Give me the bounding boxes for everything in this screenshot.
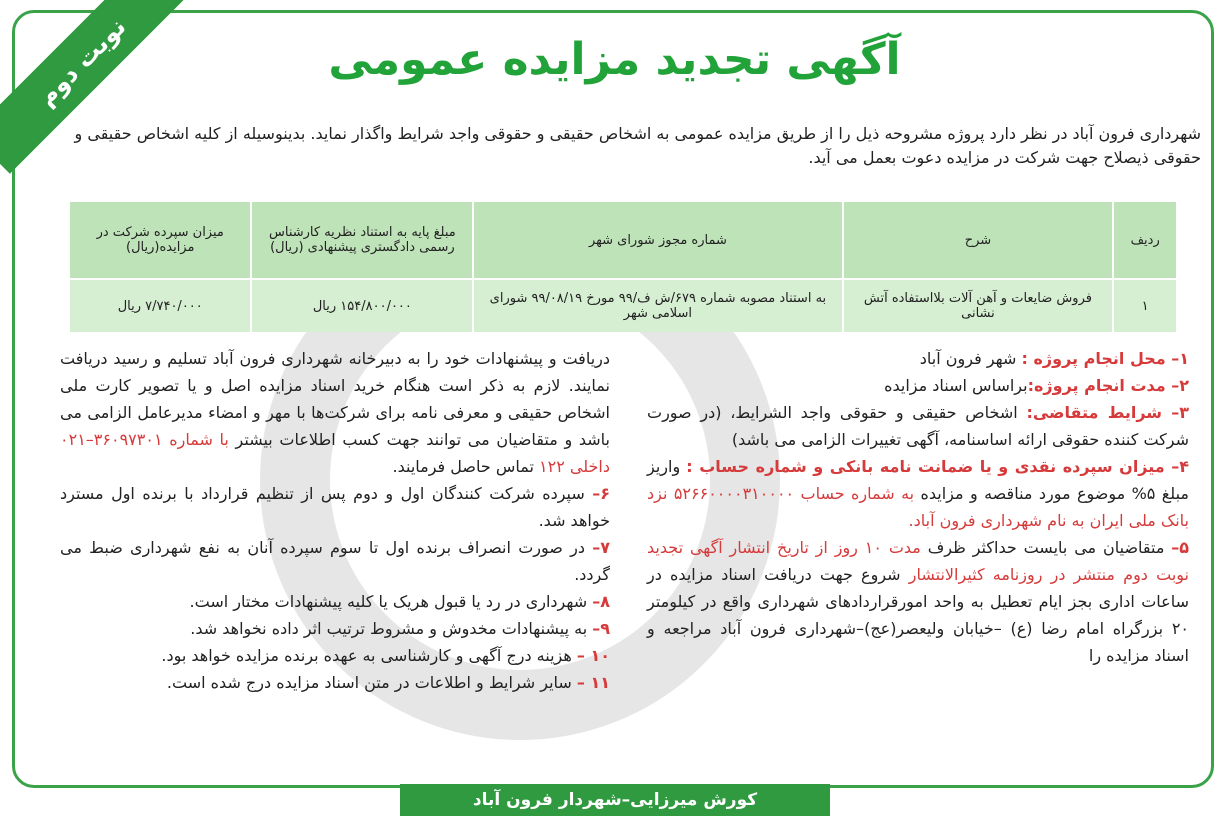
item-text: شروع جهت دریافت اسناد مزایده در ساعات اداری بجز ایام تعطیل به واحد امورقراردادهای شهرداری واقع در کیلومتر ۲۰ بزرگراه امام رضا (ع) –خیابان ولیعصر(عج)–شهرداری فرون آباد مراجعه و اسناد مزایده را xyxy=(647,565,1189,665)
conditions-left-column xyxy=(60,345,610,696)
cell-council-permit: به استناد مصوبه شماره ۶۷۹/ش ف/۹۹ مورخ ۹۹/۰۸/۱۹ شورای اسلامی شهر xyxy=(473,279,842,332)
header-base-price: مبلغ پایه به استناد نظریه کارشناس رسمی دادگستری پیشنهادی (ریال) xyxy=(251,202,473,279)
list-item xyxy=(60,642,610,669)
item-text: هزینه درج آگهی و کارشناسی به عهده برنده مزایده خواهد بود. xyxy=(161,646,577,665)
list-item xyxy=(647,372,1189,399)
list-item xyxy=(647,399,1189,453)
item-text: براساس اسناد مزایده xyxy=(884,376,1028,395)
header-row-number: ردیف xyxy=(1113,202,1176,279)
item-text: شهر فرون آباد xyxy=(919,349,1022,368)
table-header-row xyxy=(69,202,1176,279)
cell-base-price: ۱۵۴/۸۰۰/۰۰۰ ریال xyxy=(251,279,473,332)
bank-account-info: به شماره حساب ۵۲۶۶۰۰۰۰۳۱۰۰۰۰ نزد بانک ملی ایران به نام شهرداری فرون آباد. xyxy=(647,484,1189,530)
item-text: سپرده شرکت کنندگان اول و دوم پس از تنظیم قرارداد با برنده اول مسترد خواهد شد. xyxy=(60,484,610,530)
item-label: ۱– محل انجام پروژه : xyxy=(1021,349,1189,368)
item-text: شهرداری در رد یا قبول هریک یا کلیه پیشنهادات مختار است. xyxy=(189,592,593,611)
list-item xyxy=(60,669,610,696)
list-item xyxy=(60,588,610,615)
cell-description: فروش ضایعات و آهن آلات بلااستفاده آتش نشانی xyxy=(843,279,1114,332)
item-label: ۱۱ – xyxy=(576,673,610,692)
item-label: ۲– مدت انجام پروژه: xyxy=(1027,376,1189,395)
item-label: ۹– xyxy=(592,619,610,638)
cell-row-number: ۱ xyxy=(1113,279,1176,332)
phone-number: با شماره ۳۶۰۹۷۳۰۱–۰۲۱ داخلی ۱۲۲ xyxy=(60,430,610,476)
item-text: متقاضیان می بایست حداکثر ظرف xyxy=(920,538,1172,557)
list-item xyxy=(60,345,610,480)
item-label: ۸– xyxy=(592,592,610,611)
item-label: ۱۰ – xyxy=(576,646,610,665)
header-deposit: میزان سپرده شرکت در مزایده(ریال) xyxy=(69,202,251,279)
header-description: شرح xyxy=(843,202,1114,279)
item-label: ۵– xyxy=(1171,538,1190,557)
item-text: در صورت انصراف برنده اول تا سوم سپرده آنان به نفع شهرداری ضبط می گردد. xyxy=(60,538,610,584)
item-label: ۷– xyxy=(592,538,610,557)
auction-table xyxy=(68,202,1176,332)
item-text: سایر شرایط و اطلاعات در متن اسناد مزایده درج شده است. xyxy=(166,673,577,692)
item-label: ۳– شرایط متقاضی: xyxy=(1026,403,1190,422)
header-council-permit: شماره مجوز شورای شهر xyxy=(473,202,842,279)
item-text: تماس حاصل فرمایند. xyxy=(392,457,540,476)
cell-deposit: ۷/۷۴۰/۰۰۰ ریال xyxy=(69,279,251,332)
list-item xyxy=(60,615,610,642)
ribbon-badge: نوبت دوم xyxy=(0,0,194,174)
page-title: آگهی تجدید مزایده عمومی xyxy=(328,34,901,85)
conditions-right-column xyxy=(647,345,1189,669)
item-text: اشخاص حقیقی و حقوقی واجد الشرایط، (در صورت شرکت کننده حقوقی ارائه اساسنامه، آگهی تغییرات الزامی می باشد) xyxy=(647,403,1189,449)
list-item xyxy=(647,345,1189,372)
item-label: ۴– میزان سپرده نقدی و یا ضمانت نامه بانکی و شماره حساب : xyxy=(686,457,1190,476)
deadline-info: مدت ۱۰ روز از تاریخ انتشار آگهی تجدید نوبت دوم منتشر در روزنامه کثیرالانتشار xyxy=(647,538,1190,584)
item-label: ۶– xyxy=(592,484,610,503)
list-item xyxy=(60,534,610,588)
table-row xyxy=(69,279,1176,332)
item-text: واریز مبلغ ۵% موضوع مورد مناقصه و مزایده xyxy=(647,457,1189,503)
intro-paragraph: شهرداری فرون آباد در نظر دارد پروژه مشروحه ذیل را از طریق مزایده عمومی به اشخاص حقیقی و حقوقی واجد شرایط واگذار نماید. بدینوسیله از کلیه اشخاص حقیقی و حقوقی ذیصلاح جهت شرکت در مزایده دعوت بعمل می آید. xyxy=(74,124,1201,167)
signature-footer: کورش میرزایی–شهردار فرون آباد xyxy=(400,784,830,816)
item-text: به پیشنهادات مخدوش و مشروط ترتیب اثر داده نخواهد شد. xyxy=(190,619,593,638)
item-text: دریافت و پیشنهادات خود را به دبیرخانه شهرداری فرون آباد تسلیم و رسید دریافت نمایند. لازم به ذکر است هنگام خرید اسناد مزایده اصل و یا تصویر کارت ملی اشخاص حقیقی و معرفی نامه برای شرکت‌ها با مهر و امضاء مدیرعامل الزامی می باشد و متقاضیان می توانند جهت کسب اطلاعات بیشتر xyxy=(60,349,610,449)
list-item xyxy=(647,534,1189,669)
list-item xyxy=(60,480,610,534)
list-item xyxy=(647,453,1189,534)
